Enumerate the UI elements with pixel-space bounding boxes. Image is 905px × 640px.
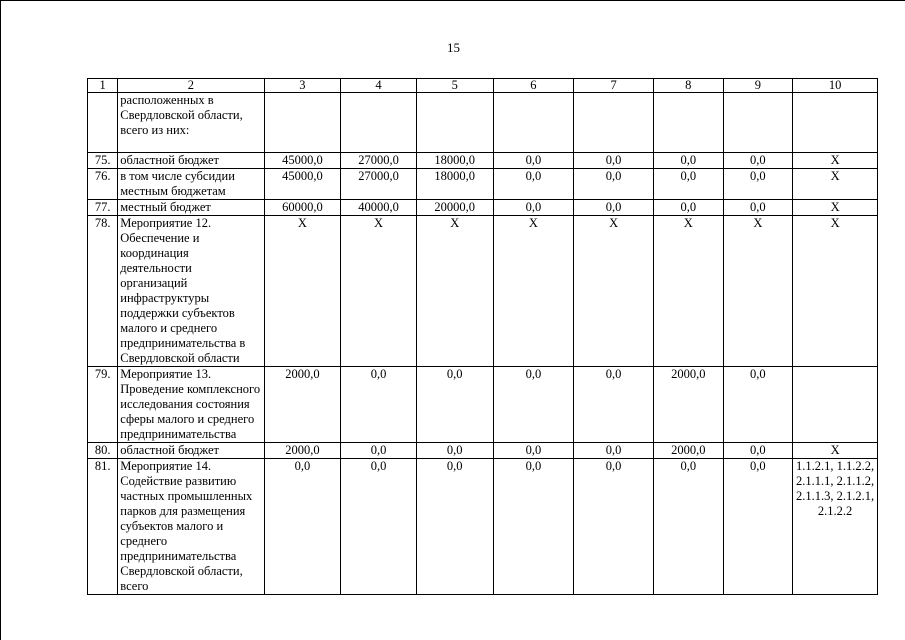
cell-value: [264, 93, 341, 153]
cell-value: X: [341, 216, 417, 367]
cell-reference: X: [793, 169, 878, 200]
cell-value: 2000,0: [653, 443, 723, 459]
cell-value: 0,0: [574, 153, 654, 169]
cell-value: 0,0: [493, 200, 574, 216]
cell-value: X: [574, 216, 654, 367]
cell-value: X: [723, 216, 793, 367]
cell-value: 0,0: [574, 200, 654, 216]
cell-value: 0,0: [653, 153, 723, 169]
cell-value: 0,0: [723, 459, 793, 595]
cell-value: 45000,0: [264, 153, 341, 169]
header-row: [88, 79, 878, 93]
table-row: [88, 367, 878, 443]
page-number: 15: [447, 40, 460, 55]
cell-value: 0,0: [723, 443, 793, 459]
cell-value: 0,0: [493, 443, 574, 459]
row-number: 80.: [88, 443, 118, 459]
row-name: Мероприятие 13. Проведение комплексного исследования состояния сферы малого и среднего предпринимательства: [118, 367, 264, 443]
cell-value: 0,0: [341, 367, 417, 443]
cell-reference: X: [793, 153, 878, 169]
cell-value: 0,0: [416, 443, 493, 459]
row-name: в том числе субсидии местным бюджетам: [118, 169, 264, 200]
cell-value: 0,0: [574, 367, 654, 443]
cell-value: [416, 93, 493, 153]
row-number: 81.: [88, 459, 118, 595]
cell-value: 0,0: [493, 153, 574, 169]
column-header: 10: [793, 79, 878, 93]
cell-value: 0,0: [493, 367, 574, 443]
table-row: [88, 459, 878, 595]
cell-value: 0,0: [493, 169, 574, 200]
column-header: 2: [118, 79, 264, 93]
table-row: [88, 216, 878, 367]
cell-value: 0,0: [723, 169, 793, 200]
cell-value: 0,0: [653, 459, 723, 595]
cell-value: 2000,0: [653, 367, 723, 443]
cell-value: [341, 93, 417, 153]
column-header: 5: [416, 79, 493, 93]
cell-value: 18000,0: [416, 153, 493, 169]
cell-value: [574, 93, 654, 153]
cell-value: 2000,0: [264, 443, 341, 459]
cell-value: X: [493, 216, 574, 367]
row-number: 76.: [88, 169, 118, 200]
cell-value: 2000,0: [264, 367, 341, 443]
cell-value: X: [653, 216, 723, 367]
row-number: [88, 93, 118, 153]
column-header: 6: [493, 79, 574, 93]
cell-value: 0,0: [416, 459, 493, 595]
column-header: 7: [574, 79, 654, 93]
cell-value: 45000,0: [264, 169, 341, 200]
cell-value: 0,0: [341, 443, 417, 459]
table-row: [88, 93, 878, 153]
cell-value: 0,0: [574, 443, 654, 459]
cell-value: 27000,0: [341, 153, 417, 169]
cell-value: 40000,0: [341, 200, 417, 216]
table-row: [88, 153, 878, 169]
cell-value: X: [264, 216, 341, 367]
cell-reference: X: [793, 200, 878, 216]
cell-value: 0,0: [653, 169, 723, 200]
column-header: 9: [723, 79, 793, 93]
cell-value: 0,0: [723, 153, 793, 169]
row-name: областной бюджет: [118, 153, 264, 169]
column-header: 8: [653, 79, 723, 93]
cell-value: 60000,0: [264, 200, 341, 216]
row-number: 77.: [88, 200, 118, 216]
row-number: 75.: [88, 153, 118, 169]
cell-value: 20000,0: [416, 200, 493, 216]
table-row: [88, 169, 878, 200]
cell-reference: 1.1.2.1, 1.1.2.2, 2.1.1.1, 2.1.1.2, 2.1.1.3, 2.1.2.1, 2.1.2.2: [793, 459, 878, 595]
row-name: местный бюджет: [118, 200, 264, 216]
cell-value: 0,0: [723, 200, 793, 216]
table-row: [88, 200, 878, 216]
cell-value: 27000,0: [341, 169, 417, 200]
row-number: 79.: [88, 367, 118, 443]
cell-value: X: [416, 216, 493, 367]
cell-value: 0,0: [574, 169, 654, 200]
cell-value: [723, 93, 793, 153]
column-header: 3: [264, 79, 341, 93]
cell-reference: X: [793, 443, 878, 459]
budget-table: [87, 78, 878, 595]
cell-value: 0,0: [723, 367, 793, 443]
cell-value: 0,0: [416, 367, 493, 443]
cell-value: 0,0: [341, 459, 417, 595]
cell-reference: X: [793, 216, 878, 367]
row-name: Мероприятие 14. Содействие развитию частных промышленных парков для размещения субъектов малого и среднего предпринимательства Свердловской области, всего: [118, 459, 264, 595]
table-row: [88, 443, 878, 459]
cell-value: 18000,0: [416, 169, 493, 200]
cell-value: [493, 93, 574, 153]
cell-value: [653, 93, 723, 153]
column-header: 1: [88, 79, 118, 93]
cell-value: 0,0: [264, 459, 341, 595]
cell-reference: [793, 367, 878, 443]
cell-value: 0,0: [493, 459, 574, 595]
row-number: 78.: [88, 216, 118, 367]
column-header: 4: [341, 79, 417, 93]
row-name: Мероприятие 12. Обеспечение и координация деятельности организаций инфраструктуры поддержки субъектов малого и среднего предпринимательства в Свердловской области: [118, 216, 264, 367]
cell-reference: [793, 93, 878, 153]
row-name: областной бюджет: [118, 443, 264, 459]
row-name: расположенных в Свердловской области, всего из них:: [118, 93, 264, 153]
cell-value: 0,0: [574, 459, 654, 595]
cell-value: 0,0: [653, 200, 723, 216]
